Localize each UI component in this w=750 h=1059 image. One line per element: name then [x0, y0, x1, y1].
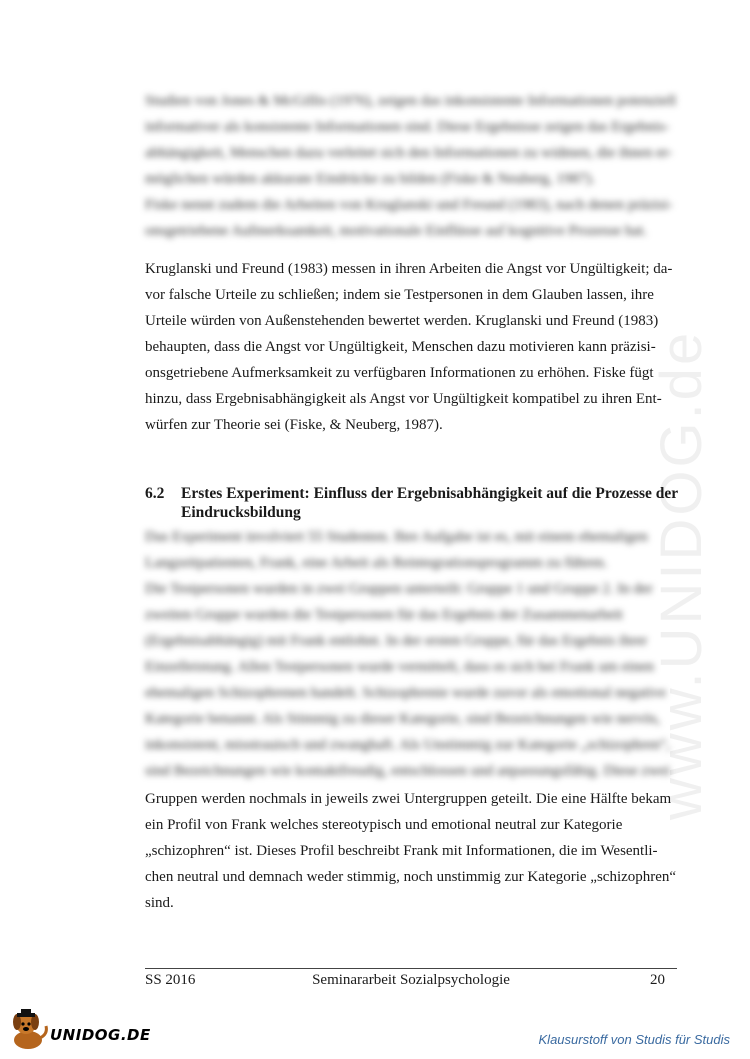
- blurred-paragraph-top: [145, 88, 677, 244]
- page-number: 20: [650, 972, 665, 988]
- text-line: würfen zur Theorie sei (Fiske, & Neuberg, 1987).: [145, 417, 443, 433]
- text-line: möglichen würden akkurate Eindrücke zu bilden (Fiske & Neuberg, 1987).: [145, 171, 596, 187]
- text-line: vor falsche Urteile zu schließen; indem sie Testpersonen in dem Glauben lassen, ihre: [145, 287, 654, 303]
- text-line: sind Bezeichnungen wie kontaktfreudig, entschlossen und anpassungsfähig. Diese zwei: [145, 763, 670, 779]
- text-line: „schizophren“ ist. Dieses Profil beschreibt Frank mit Informationen, die im Wesentli-: [145, 843, 658, 859]
- footer-semester: SS 2016: [145, 972, 196, 988]
- text-line: Studien von Jones & McGillis (1976), zeigen das inkonsistente Informationen potenziell: [145, 93, 677, 109]
- watermark: www.UNIDOG.de: [649, 329, 714, 820]
- logo-text: UNIDOG.DE: [50, 1026, 151, 1044]
- text-line: onsgetriebene Aufmerksamkeit, motivationale Einflüsse auf kognitive Prozesse hat.: [145, 223, 647, 239]
- text-line: sind.: [145, 895, 174, 911]
- blurred-paragraph-middle: [145, 524, 677, 784]
- text-line: Das Experiment involviert 55 Studenten. Ihre Aufgabe ist es, mit einem ehemaligen: [145, 529, 648, 545]
- section-title: Erstes Experiment: Einfluss der Ergebnisabhängigkeit auf die Prozesse der Eindrucksbildung: [181, 485, 678, 521]
- text-line: Urteile würden von Außenstehenden bewertet werden. Kruglanski und Freund (1983): [145, 313, 659, 329]
- text-line: Fiske nennt zudem die Arbeiten von Kruglanski und Freund (1983), nach denen präzisi-: [145, 197, 673, 213]
- text-line: onsgetriebene Aufmerksamkeit zu verfügbaren Informationen zu erhöhen. Fiske fügt: [145, 365, 654, 381]
- text-line: Kategorie benannt. Als Stimmig zu dieser Kategorie, sind Bezeichnungen wie nervös,: [145, 711, 661, 727]
- text-line: Langzeitpatienten, Frank, eine Arbeit als Reintegrationsprogramm zu führen.: [145, 555, 608, 571]
- footer-divider: [145, 968, 677, 969]
- text-line: chen neutral und demnach weder stimmig, noch unstimmig zur Kategorie „schizophren“: [145, 869, 677, 885]
- text-line: zweiten Gruppe wurden die Testpersonen für das Ergebnis der Zusammenarbeit: [145, 607, 623, 623]
- text-line: inkonsistent, misstrauisch und zwanghaft. Als Unstimmig zur Kategorie „schizophren“,: [145, 737, 671, 753]
- text-line: Einzelleistung. Allen Testpersonen wurde vermittelt, dass es sich bei Frank um einen: [145, 659, 654, 675]
- unidog-logo[interactable]: [6, 1008, 156, 1052]
- text-line: Gruppen werden nochmals in jeweils zwei Untergruppen geteilt. Die eine Hälfte bekam: [145, 791, 672, 807]
- tagline: Klausurstoff von Studis für Studis: [538, 1032, 730, 1047]
- text-line: hinzu, dass Ergebnisabhängigkeit als Angst vor Ungültigkeit kompatibel zu ihren Ent-: [145, 391, 662, 407]
- text-line: ehemaligen Schizophrenen handelt. Schizophrenie wurde zuvor als emotional negative: [145, 685, 667, 701]
- section-number: 6.2: [145, 485, 165, 502]
- text-line: behaupten, dass die Angst vor Ungültigkeit, Menschen dazu motivieren kann präzisi-: [145, 339, 656, 355]
- body-paragraph-2: [145, 786, 677, 916]
- text-line: ein Profil von Frank welches stereotypisch und emotional neutral zur Kategorie: [145, 817, 623, 833]
- text-line: (Ergebnisabhängig) mit Frank entlohnt. In der ersten Gruppe, für das Ergebnis ihrer: [145, 633, 648, 649]
- body-paragraph-1: [145, 256, 677, 438]
- text-line: informativer als konsistente Informationen sind. Diese Ergebnisse zeigen das Ergebnis-: [145, 119, 670, 135]
- text-line: abhängigkeit, Menschen dazu verleitet sich den Informationen zu widmen, die ihnen er-: [145, 145, 673, 161]
- footer-title: Seminararbeit Sozialpsychologie: [312, 972, 510, 988]
- text-line: Kruglanski und Freund (1983) messen in ihren Arbeiten die Angst vor Ungültigkeit; da-: [145, 261, 673, 277]
- dog-mascot-icon: [6, 1008, 50, 1052]
- text-line: Die Testpersonen wurden in zwei Gruppen unterteilt: Gruppe 1 und Gruppe 2. In der: [145, 581, 653, 597]
